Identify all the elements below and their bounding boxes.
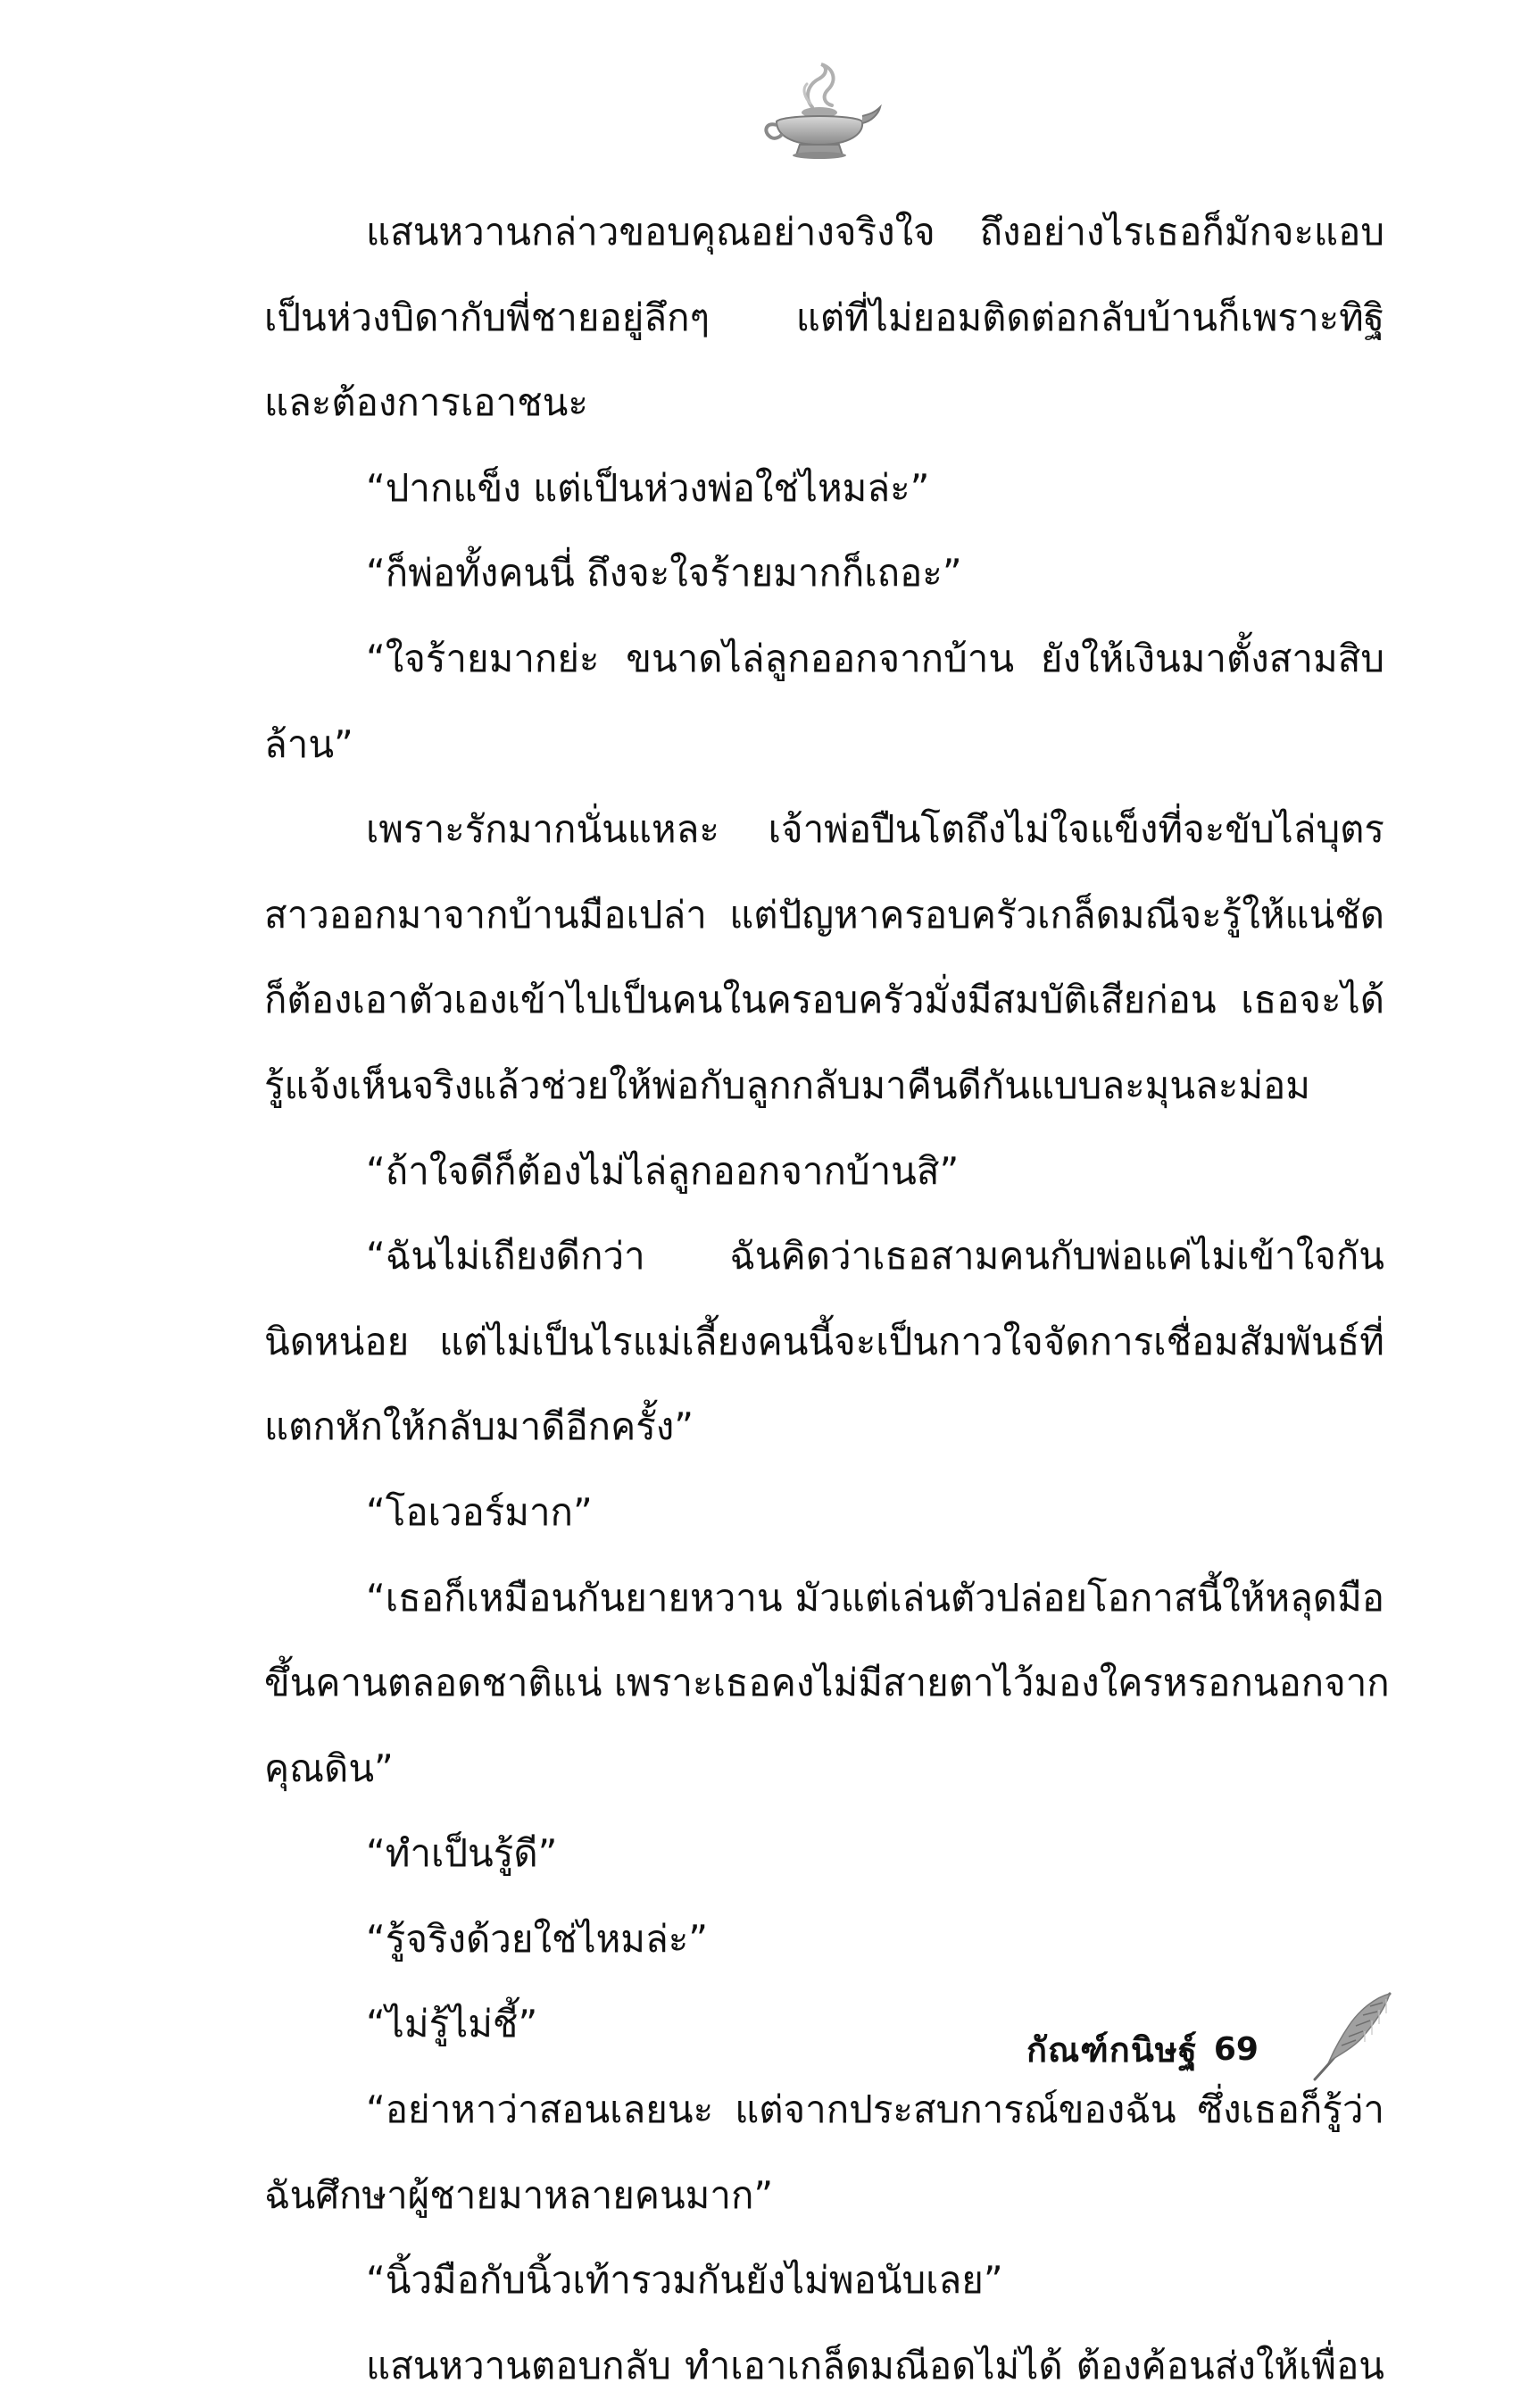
text-line: “นิ้วมือกับนิ้วเท้ารวมกันยังไม่พอนับเลย”: [366, 2258, 1003, 2303]
magic-lamp-icon: [757, 62, 882, 161]
text-line: นิดหน่อย แต่ไม่เป็นไรแม่เลี้ยงคนนี้จะเป็นกาวใจจัดการเชื่อมสัมพันธ์ที่: [264, 1319, 1384, 1363]
page-footer: [1026, 2018, 1259, 2080]
book-title: กัณฑ์กนิษฐ์: [1026, 2029, 1198, 2070]
text-line: ก็ต้องเอาตัวเองเข้าไปเป็นคนในครอบครัวมั่งมีสมบัติเสียก่อน เธอจะได้: [264, 978, 1384, 1022]
text-line: “ถ้าใจดีก็ต้องไม่ไล่ลูกออกจากบ้านสิ”: [366, 1148, 960, 1193]
text-line: “ใจร้ายมากย่ะ ขนาดไล่ลูกออกจากบ้าน ยังให้เงินมาตั้งสามสิบ: [366, 636, 1384, 680]
page-number: 69: [1213, 2030, 1259, 2068]
text-line: และต้องการเอาชนะ: [264, 380, 588, 425]
text-line: “ทำเป็นรู้ดี”: [366, 1831, 558, 1876]
text-line: “อย่าหาว่าสอนเลยนะ แต่จากประสบการณ์ของฉัน ซึ่งเธอก็รู้ว่า: [366, 2087, 1384, 2132]
text-line: รู้แจ้งเห็นจริงแล้วช่วยให้พ่อกับลูกกลับมาคืนดีกันแบบละมุนละม่อม: [264, 1062, 1310, 1107]
text-line: ฉันศึกษาผู้ชายมาหลายคนมาก”: [264, 2172, 774, 2217]
feather-quill-icon: [1308, 1987, 1397, 2085]
text-line: “ก็พ่อทั้งคนนี่ ถึงจะใจร้ายมากก็เถอะ”: [366, 551, 962, 596]
text-line: “ฉันไม่เถียงดีกว่า ฉันคิดว่าเธอสามคนกับพ่อแค่ไม่เข้าใจกัน: [366, 1234, 1384, 1279]
text-line: สาวออกมาจากบ้านมือเปล่า แต่ปัญหาครอบครัวเกล็ดมณีจะรู้ให้แน่ชัด: [264, 892, 1384, 937]
text-line: ล้าน”: [264, 721, 353, 766]
text-line: คุณดิน”: [264, 1746, 394, 1790]
text-line: เป็นห่วงบิดากับพี่ชายอยู่ลึกๆ แต่ที่ไม่ยอมติดต่อกลับบ้านก็เพราะทิฐิ: [264, 295, 1384, 339]
text-line: แสนหวานตอบกลับ ทำเอาเกล็ดมณีอดไม่ได้ ต้องค้อนส่งให้เพื่อน: [366, 2343, 1384, 2387]
text-line: เพราะรักมากนั่นแหละ เจ้าพ่อปืนโตถึงไม่ใจแข็งที่จะขับไล่บุตร: [366, 807, 1384, 852]
text-line: “เธอก็เหมือนกันยายหวาน มัวแต่เล่นตัวปล่อยโอกาสนี้ให้หลุดมือ: [366, 1575, 1384, 1620]
text-line: “ไม่รู้ไม่ชี้”: [366, 2002, 538, 2046]
text-line: “โอเวอร์มาก”: [366, 1489, 593, 1534]
text-line: แตกหักให้กลับมาดีอีกครั้ง”: [264, 1404, 694, 1449]
text-line: “รู้จริงด้วยใช่ไหมล่ะ”: [366, 1916, 709, 1961]
text-line: แสนหวานกล่าวขอบคุณอย่างจริงใจ ถึงอย่างไรเธอก็มักจะแอบ: [366, 210, 1384, 254]
text-line: ขึ้นคานตลอดชาติแน่ เพราะเธอคงไม่มีสายตาไว้มองใครหรอกนอกจาก: [264, 1661, 1390, 1705]
text-line: “ปากแข็ง แต่เป็นห่วงพ่อใช่ไหมล่ะ”: [366, 465, 930, 510]
